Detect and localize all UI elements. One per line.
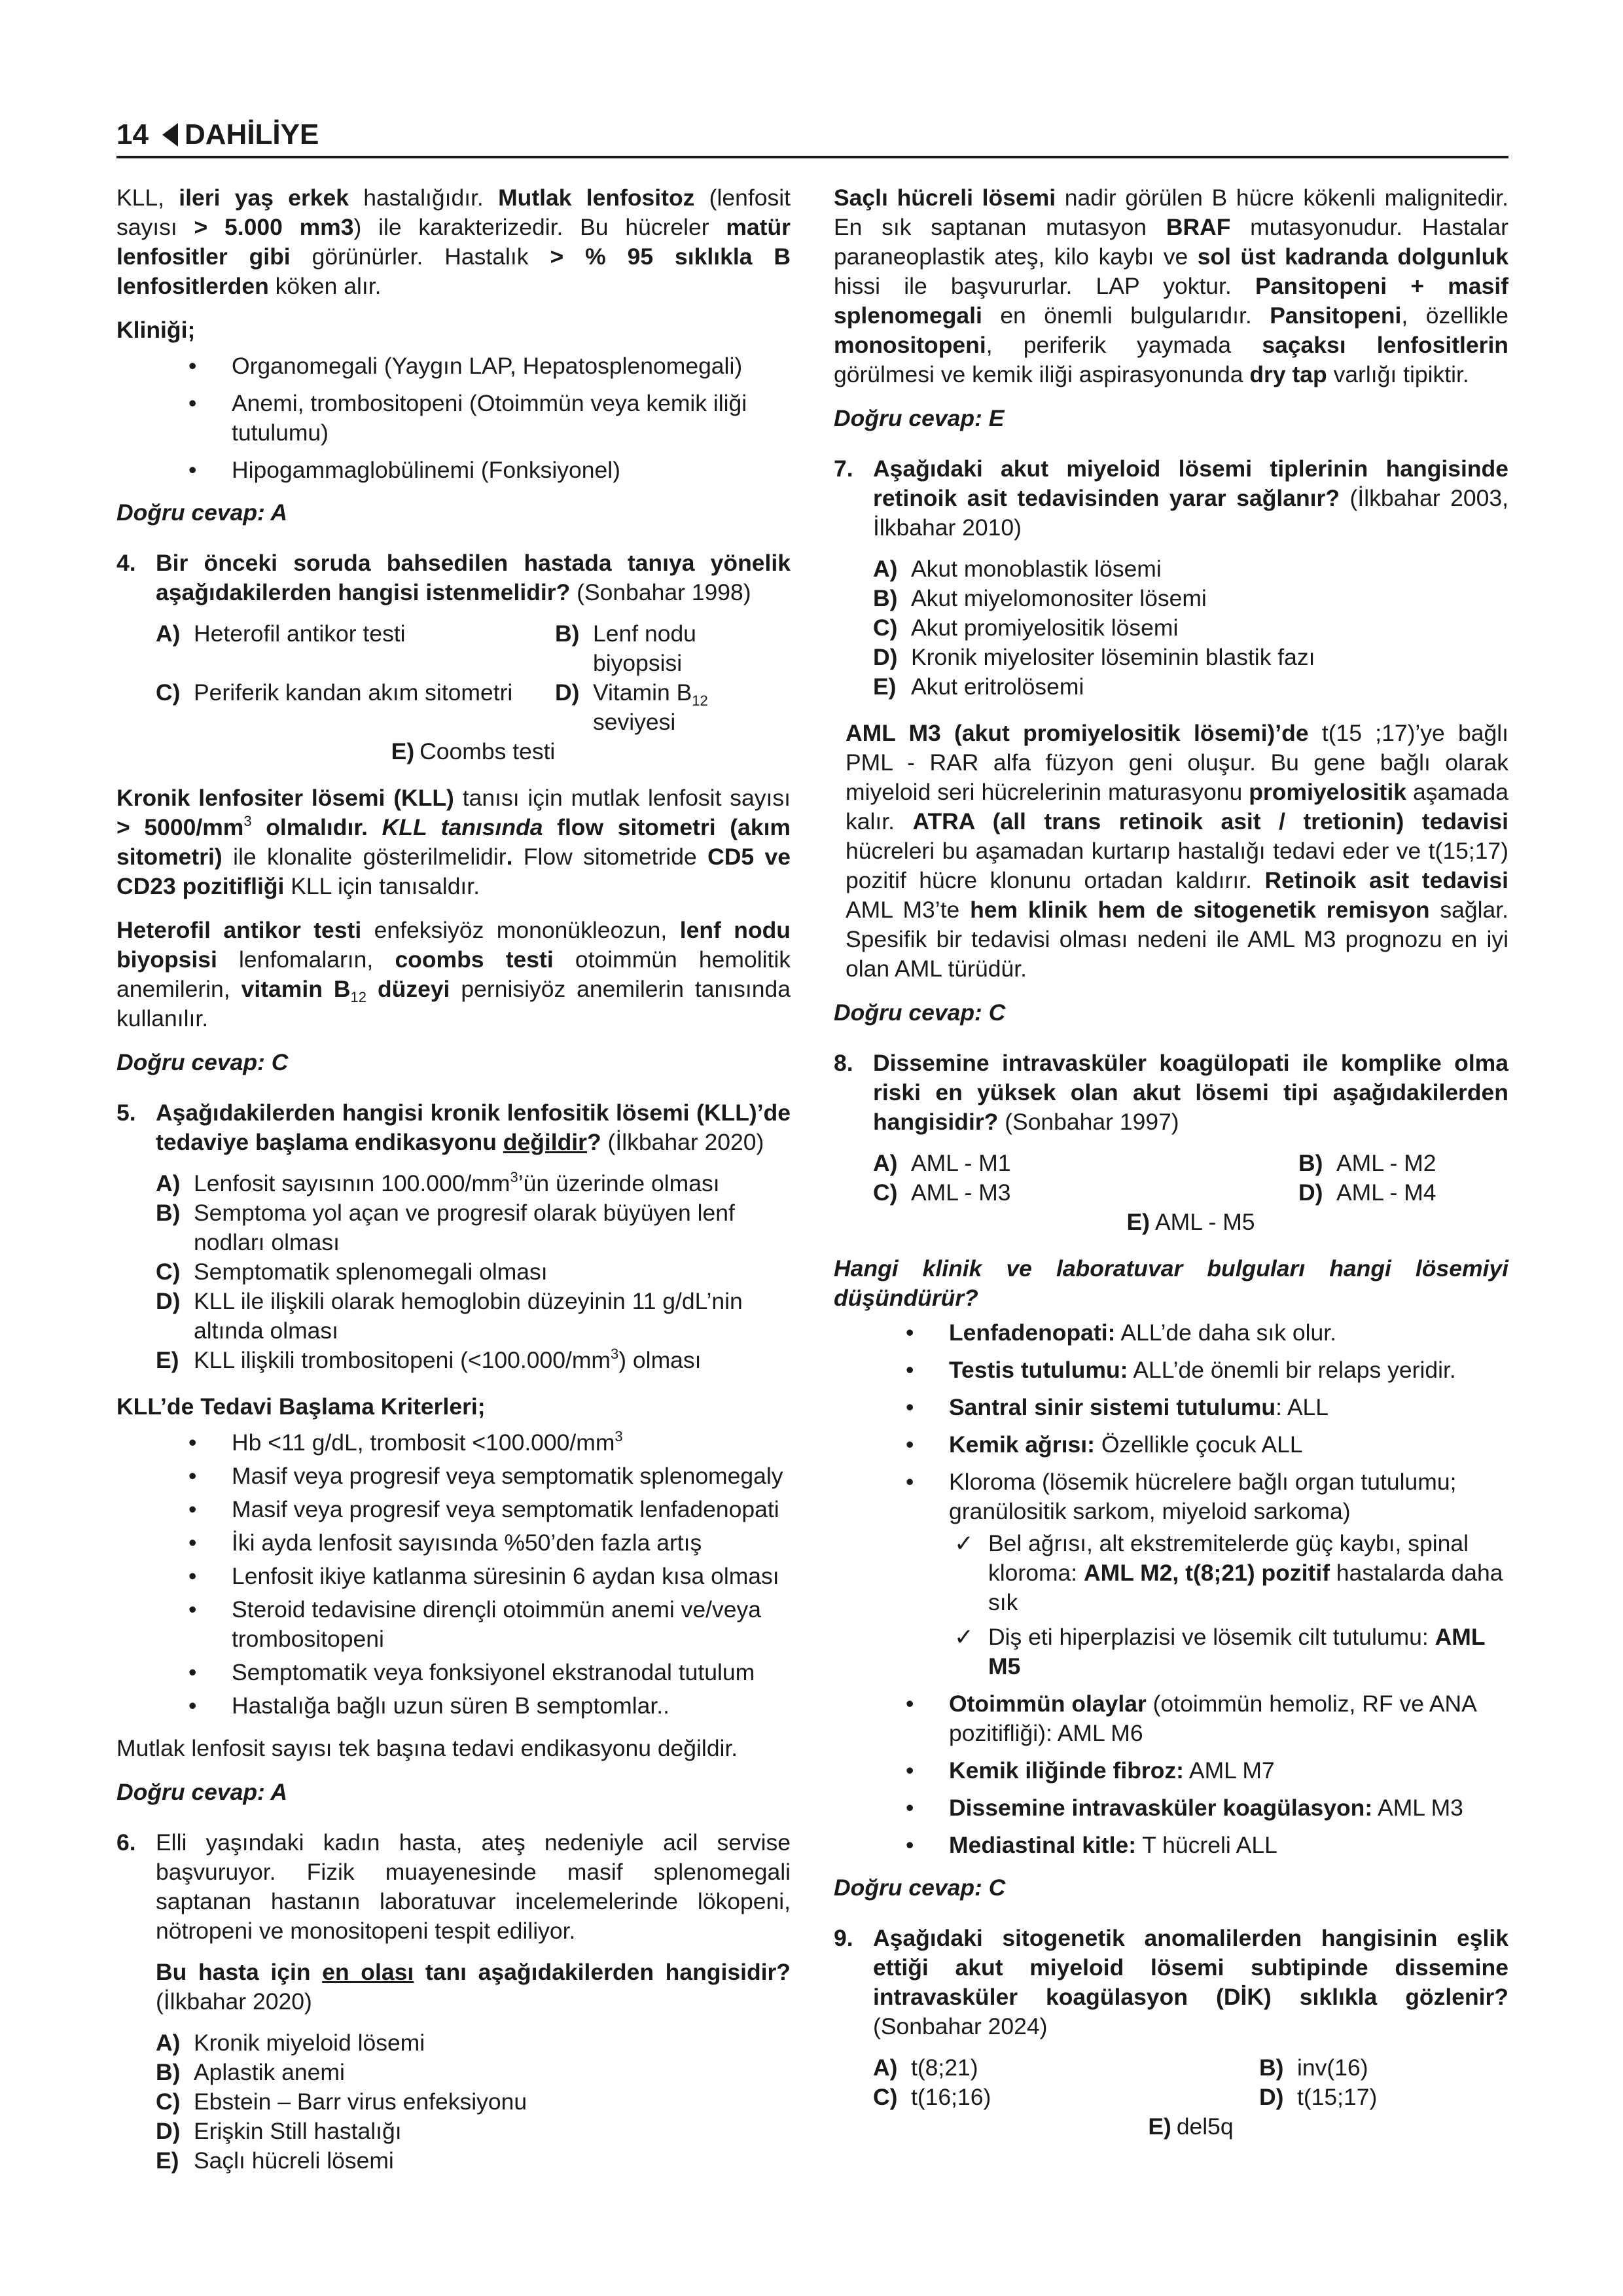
option-d: D) Erişkin Still hastalığı: [156, 2118, 402, 2144]
question-6-options: [156, 2028, 791, 2176]
question-8: 8. Dissemine intravasküler koagülopati ile komplike olma riski en yüksek olan akut lösemi tipi aşağıdakilerden hangisidir? (Sonbahar 1997): [834, 1050, 1508, 1135]
question-4-options: [156, 619, 791, 766]
question-number: 5.: [116, 1100, 136, 1126]
option-a: A) t(8;21): [873, 2054, 978, 2081]
option-a: A) Lenfosit sayısının $100.000/mm^3’ün$ üzerinde olması: [156, 1169, 720, 1196]
list-item: • Masif veya progresif veya semptomatik lenfadenopati: [116, 1495, 791, 1524]
option-c: C) Periferik kandan akım sitometri: [156, 679, 513, 706]
mutlak-note: Mutlak lenfosit sayısı tek başına tedavi endikasyonu değildir.: [116, 1735, 738, 1761]
option-b: B) Aplastik anemi: [156, 2059, 345, 2085]
list-item: • Lenfosit ikiye katlanma süresinin 6 aydan kısa olması: [116, 1562, 791, 1591]
question-5: 5. Aşağıdakilerden hangisi kronik lenfositik lösemi (KLL)’de tedaviye başlama endikasyonu değildir? (İlkbahar 2020): [116, 1100, 791, 1155]
option-a: A) Heterofil antikor testi: [156, 620, 406, 647]
option-e: E) KLL ilişkili trombositopeni $(<100.000/mm^3)$ olması: [156, 1346, 702, 1373]
list-item: • Hastalığa bağlı uzun süren B semptomlar..: [116, 1691, 791, 1721]
list-item: • Organomegali (Yaygın LAP, Hepatosplenomegali): [116, 351, 791, 381]
list-item: • Masif veya progresif veya semptomatik splenomegaly: [116, 1462, 791, 1491]
kriter-list: [116, 1428, 791, 1721]
option-c: C) Akut promiyelositik lösemi: [873, 615, 1179, 641]
list-item: • Kemik iliğinde fibroz: AML M7: [834, 1756, 1508, 1785]
option-b: B) Lenf nodu biyopsisi: [555, 620, 696, 676]
answer-3: Doğru cevap: A: [116, 499, 288, 526]
option-a: A) AML - M1: [873, 1150, 1011, 1176]
option-d: D) AML - M4: [1298, 1179, 1436, 1206]
question-5-options: [156, 1169, 791, 1375]
question-number: 8.: [834, 1050, 853, 1076]
option-e: E) Saçlı hücreli lösemi: [156, 2147, 394, 2174]
kloroma-sublist: [949, 1529, 1508, 1681]
explanation-4b: Heterofil antikor testi enfeksiyöz mononükleozun, lenf nodu biyopsisi lenfomaların, coombs testi otoimmün hemolitik anemilerin, vitamin $B_{12}$ düzeyi pernisiyöz anemilerin tanısında kullanılır.: [116, 917, 791, 1031]
option-a: A) Kronik miyeloid lösemi: [156, 2030, 425, 2056]
option-a: A) Akut monoblastik lösemi: [873, 556, 1162, 582]
kll-intro: KLL, ileri yaş erkek hastalığıdır. Mutlak lenfositoz (lenfosit sayısı > 5.000 mm3) ile karakterizedir. Bu hücreler matür lenfositler gibi görünürler. Hastalık > % 95 sıklıkla B lenfositlerden köken alır.: [116, 185, 791, 299]
question-source: (Sonbahar 1998): [570, 579, 751, 605]
question-9-options: [873, 2053, 1508, 2142]
option-e: E) del5q: [1148, 2113, 1234, 2140]
hangi-list: [834, 1318, 1508, 1860]
option-b: B) inv(16): [1259, 2054, 1368, 2081]
question-number: 9.: [834, 1925, 853, 1951]
explanation-4a: Kronik lenfositer lösemi (KLL) tanısı için mutlak lenfosit sayısı > $5000/mm^3$ olmalıdır. KLL tanısında flow sitometri (akım sitometri) ile klonalite gösterilmelidir. Flow sitometride CD5 ve CD23 pozitifliği KLL için tanısaldır.: [116, 785, 791, 899]
question-8-options: [873, 1149, 1508, 1237]
section-title: DAHİLİYE: [185, 118, 319, 151]
left-column: [116, 183, 791, 2193]
list-item: • Hipogammaglobülinemi (Fonksiyonel): [116, 456, 791, 485]
list-item: • Anemi, trombositopeni (Otoimmün veya kemik iliği tutulumu): [116, 389, 791, 448]
page-number: 14: [116, 118, 149, 151]
answer-8: Doğru cevap: C: [834, 1874, 1006, 1901]
check-item: ✓ Bel ağrısı, alt ekstremitelerde güç kaybı, spinal kloroma: AML M2, t(8;21) pozitif hastalarda daha sık: [949, 1529, 1508, 1617]
question-number: 6.: [116, 1829, 136, 1856]
list-item: • İki ayda lenfosit sayısında %50’den fazla artış: [116, 1528, 791, 1558]
option-b: B) AML - M2: [1298, 1150, 1436, 1176]
klinigi-heading: Kliniği;: [116, 317, 196, 343]
list-item: • Santral sinir sistemi tutulumu: ALL: [834, 1393, 1508, 1422]
option-d: D) Vitamin $B_{12}$ seviyesi: [555, 679, 708, 735]
option-e: E) Akut eritrolösemi: [873, 673, 1084, 700]
option-c: C) AML - M3: [873, 1179, 1011, 1206]
list-item: • Kloroma (lösemik hücrelere bağlı organ tutulumu; granülositik sarkom, miyeloid sarkoma) ✓ Bel ağrısı, alt ekstremitelerde güç kaybı, spinal kloroma: AML M2, t(8;21) pozitif hastalarda daha sık ✓ Diş eti hiperplazisi ve lösemik cilt tutulumu: AML M5: [834, 1467, 1508, 1681]
klinigi-list: [116, 351, 791, 485]
triangle-left-icon: [162, 123, 178, 147]
answer-5: Doğru cevap: A: [116, 1779, 288, 1805]
list-item: • Otoimmün olaylar (otoimmün hemoliz, RF ve ANA pozitifliği): AML M6: [834, 1689, 1508, 1748]
list-item: • Lenfadenopati: ALL’de daha sık olur.: [834, 1318, 1508, 1348]
question-text: Bir önceki soruda bahsedilen hastada tanıya yönelik aşağıdakilerden hangisi istenmelidir?: [156, 550, 791, 605]
question-stem: Elli yaşındaki kadın hasta, ateş nedeniyle acil servise başvuruyor. Fizik muayenesinde masif splenomegali saptanan hastanın laboratuvar incelemelerinde lökopeni, nötropeni ve monositopeni tespit ediliyor.: [156, 1829, 791, 1944]
page-header: [116, 114, 1508, 158]
option-e: E) AML - M5: [1126, 1209, 1255, 1235]
question-7-options: [873, 554, 1508, 702]
question-6: [116, 1828, 791, 1946]
question-number: 4.: [116, 550, 136, 576]
question-9: 9. Aşağıdaki sitogenetik anomalilerden hangisinin eşlik ettiği akut miyeloid lösemi subtipinde dissemine intravasküler koagülasyon (DİK) sıklıkla gözlenir? (Sonbahar 2024): [834, 1925, 1508, 2039]
explanation-7: AML M3 (akut promiyelositik lösemi)’de t(15 ;17)’ye bağlı PML - RAR alfa füzyon geni oluşur. Bu gene bağlı olarak miyeloid seri hücrelerinin maturasyonu promiyelositik aşamada kalır. ATRA (all trans retinoik asit / tretionin) tedavisi hücreleri bu aşamadan kurtarıp hastalığı tedavi eder ve t(15;17) pozitif hücre klonunu ortadan kaldırır. Retinoik asit tedavisi AML M3’te hem klinik hem de sitogenetik remisyon sağlar. Spesifik bir tedavisi olması nedeni ile AML M3 prognozu en iyi olan AML türüdür.: [846, 720, 1509, 982]
option-d: D) Kronik miyelositer löseminin blastik fazı: [873, 644, 1315, 670]
answer-7: Doğru cevap: C: [834, 999, 1006, 1026]
option-d: D) KLL ile ilişkili olarak hemoglobin düzeyinin 11 g/dL’nin altında olması: [156, 1288, 743, 1344]
list-item: • Steroid tedavisine dirençli otoimmün anemi ve/veya trombositopeni: [116, 1595, 791, 1654]
list-item: • Testis tutulumu: ALL’de önemli bir relaps yeridir.: [834, 1355, 1508, 1385]
answer-4: Doğru cevap: C: [116, 1049, 289, 1075]
option-c: C) t(16;16): [873, 2084, 991, 2110]
explanation-6: Saçlı hücreli lösemi nadir görülen B hücre kökenli malignitedir. En sık saptanan mutasyon BRAF mutasyonudur. Hastalar paraneoplastik ateş, kilo kaybı ve sol üst kadranda dolgunluk hissi ile başvururlar. LAP yoktur. Pansitopeni + masif splenomegali en önemli bulgularıdır. Pansitopeni, özellikle monositopeni, periferik yaymada saçaksı lenfositlerin görülmesi ve kemik iliği aspirasyonunda dry tap varlığı tipiktir.: [834, 185, 1509, 387]
option-c: C) Semptomatik splenomegali olması: [156, 1259, 548, 1285]
hangi-heading: Hangi klinik ve laboratuvar bulguları hangi lösemiyi düşündürür?: [834, 1255, 1508, 1311]
list-item: • Mediastinal kitle: T hücreli ALL: [834, 1831, 1508, 1860]
option-e: E) Coombs testi: [391, 738, 556, 764]
list-item: • Dissemine intravasküler koagülasyon: AML M3: [834, 1793, 1508, 1823]
question-number: 7.: [834, 456, 853, 482]
answer-6: Doğru cevap: E: [834, 405, 1005, 431]
question-7: 7. Aşağıdaki akut miyeloid lösemi tiplerinin hangisinde retinoik asit tedavisinden yarar sağlanır? (İlkbahar 2003, İlkbahar 2010): [834, 456, 1508, 541]
list-item: • Hb <11 g/dL, trombosit $<100.000/mm^3$: [116, 1428, 791, 1458]
question-4: [116, 548, 791, 607]
kriter-heading: KLL’de Tedavi Başlama Kriterleri;: [116, 1393, 486, 1420]
list-item: • Kemik ağrısı: Özellikle çocuk ALL: [834, 1430, 1508, 1460]
option-b: B) Akut miyelomonositer lösemi: [873, 585, 1207, 611]
question-6-ask: Bu hasta için en olası tanı aşağıdakilerden hangisidir? (İlkbahar 2020): [156, 1959, 791, 2015]
option-c: C) Ebstein – Barr virus enfeksiyonu: [156, 2089, 527, 2115]
check-item: ✓ Diş eti hiperplazisi ve lösemik cilt tutulumu: AML M5: [949, 1623, 1508, 1681]
right-column: [834, 183, 1508, 2159]
option-b: B) Semptoma yol açan ve progresif olarak büyüyen lenf nodları olması: [156, 1200, 735, 1255]
list-item: • Semptomatik veya fonksiyonel ekstranodal tutulum: [116, 1658, 791, 1687]
option-d: D) t(15;17): [1259, 2084, 1378, 2110]
